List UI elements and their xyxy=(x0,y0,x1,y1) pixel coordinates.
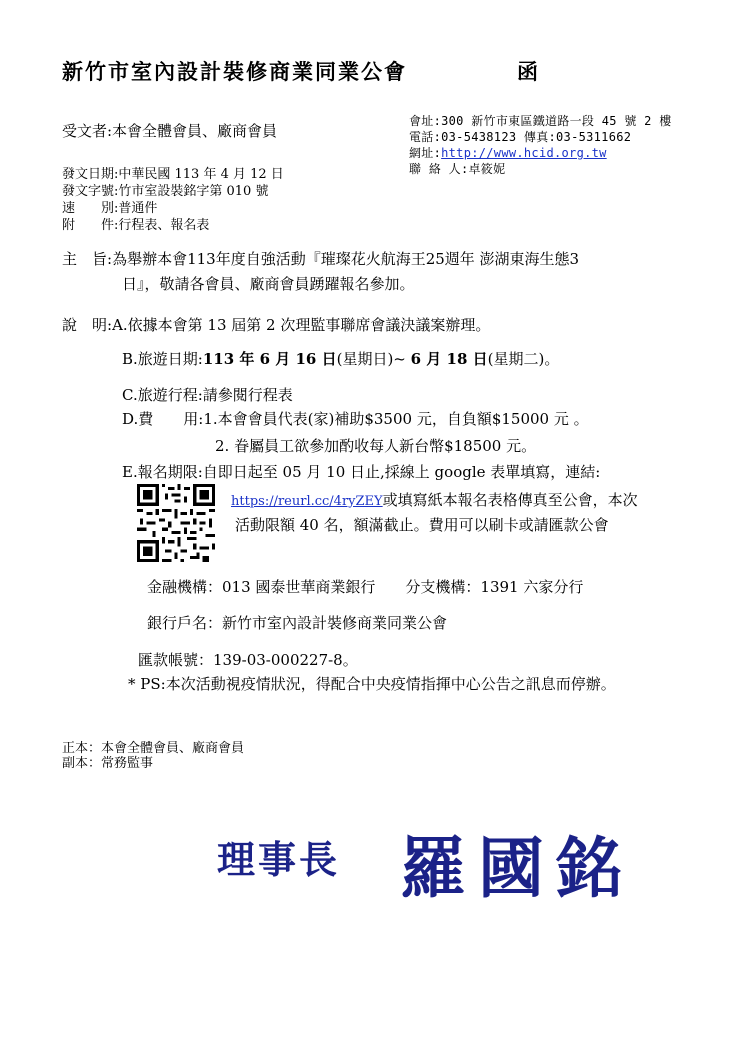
explanation-b-date-start: 113 年 6 月 16 日 xyxy=(202,350,337,368)
attachment-label: 附 件: xyxy=(62,218,119,233)
qr-code-icon xyxy=(137,484,215,562)
recipient-line: 受文者:本會全體會員、廠商會員 xyxy=(62,122,278,140)
attachment-value: 行程表、報名表 xyxy=(118,218,210,233)
issue-date: 發文日期:中華民國 113 年 4 月 12 日 xyxy=(62,167,284,182)
signature-title: 理事長 xyxy=(217,837,341,882)
explanation-e-line-3: 活動限額 40 名，額滿截止。費用可以刷卡或請匯款公會 xyxy=(235,516,609,534)
explanation-b-date-end: 6 月 18 日 xyxy=(410,350,488,368)
subject-line-1 xyxy=(62,248,579,269)
subject-label: 主 旨: xyxy=(62,250,113,268)
explanation-a-text: A.依據本會第 13 屆第 2 次理監事聯席會議決議案辦理。 xyxy=(112,316,491,334)
explanation-b-suffix: (星期二)。 xyxy=(487,350,560,368)
explanation-b-mid: (星期日)~ xyxy=(336,350,411,368)
attachment-line xyxy=(62,214,209,233)
website-link[interactable]: http://www.hcid.org.tw xyxy=(441,146,607,160)
explanation-d-item-1: 1.本會會員代表(家)補助$3500 元，自負額$15000 元 。 xyxy=(203,410,589,428)
duplicate-copy: 副本：常務監事 xyxy=(62,756,154,771)
explanation-label: 說 明: xyxy=(62,316,113,334)
explanation-e: E.報名期限:自即日起至 05 月 10 日止,採線上 google 表單填寫，連結: xyxy=(122,463,601,481)
ps-note: * PS:本次活動視疫情狀況，得配合中央疫情指揮中心公告之訊息而停辦。 xyxy=(128,675,616,693)
explanation-d xyxy=(122,408,589,429)
bank-account-number: 匯款帳號：139-03-000227-8。 xyxy=(138,651,358,669)
bank-institution: 金融機構：013 國泰世華商業銀行 分支機構：1391 六家分行 xyxy=(147,578,584,596)
bank-account-name: 銀行戶名：新竹市室內設計裝修商業同業公會 xyxy=(147,614,448,632)
organization-title: 新竹市室內設計裝修商業同業公會 xyxy=(62,59,407,84)
explanation-d-label: D.費 用: xyxy=(122,410,204,428)
contact-phone: 電話:03-5438123 傳真:03-5311662 xyxy=(409,130,632,144)
contact-address: 會址:300 新竹市東區鐵道路一段 45 號 2 樓 xyxy=(409,114,672,128)
subject-text-1: 為舉辦本會113年度自強活動『璀璨花火航海王25週年 澎湖東海生態3 xyxy=(112,250,580,268)
explanation-e-after-link: 或填寫紙本報名表格傳真至公會，本次 xyxy=(382,491,638,509)
document-number: 發文字號:竹市室設裝銘字第 010 號 xyxy=(62,184,269,199)
signature-name: 羅國銘 xyxy=(400,829,634,907)
explanation-b xyxy=(122,348,559,369)
document-type: 函 xyxy=(517,59,538,84)
explanation-c: C.旅遊行程:請參閱行程表 xyxy=(122,386,293,404)
explanation-e-line-2 xyxy=(231,489,638,510)
original-copy: 正本：本會全體會員、廠商會員 xyxy=(62,741,245,756)
contact-person: 聯 絡 人:卓筱妮 xyxy=(409,162,506,176)
contact-website-label: 網址: xyxy=(409,146,442,160)
explanation-a xyxy=(62,314,490,335)
explanation-d-item-2: 2. 眷屬員工欲參加酌收每人新台幣$18500 元。 xyxy=(215,437,537,455)
explanation-b-prefix: B.旅遊日期: xyxy=(122,350,203,368)
speed-label: 速 別: xyxy=(62,201,119,216)
speed-value: 普通件 xyxy=(118,201,158,216)
subject-text-2: 日』，敬請各會員、廠商會員踴躍報名參加。 xyxy=(122,275,415,293)
registration-link[interactable]: https://reurl.cc/4ryZEY xyxy=(231,494,383,509)
contact-website xyxy=(409,144,607,161)
